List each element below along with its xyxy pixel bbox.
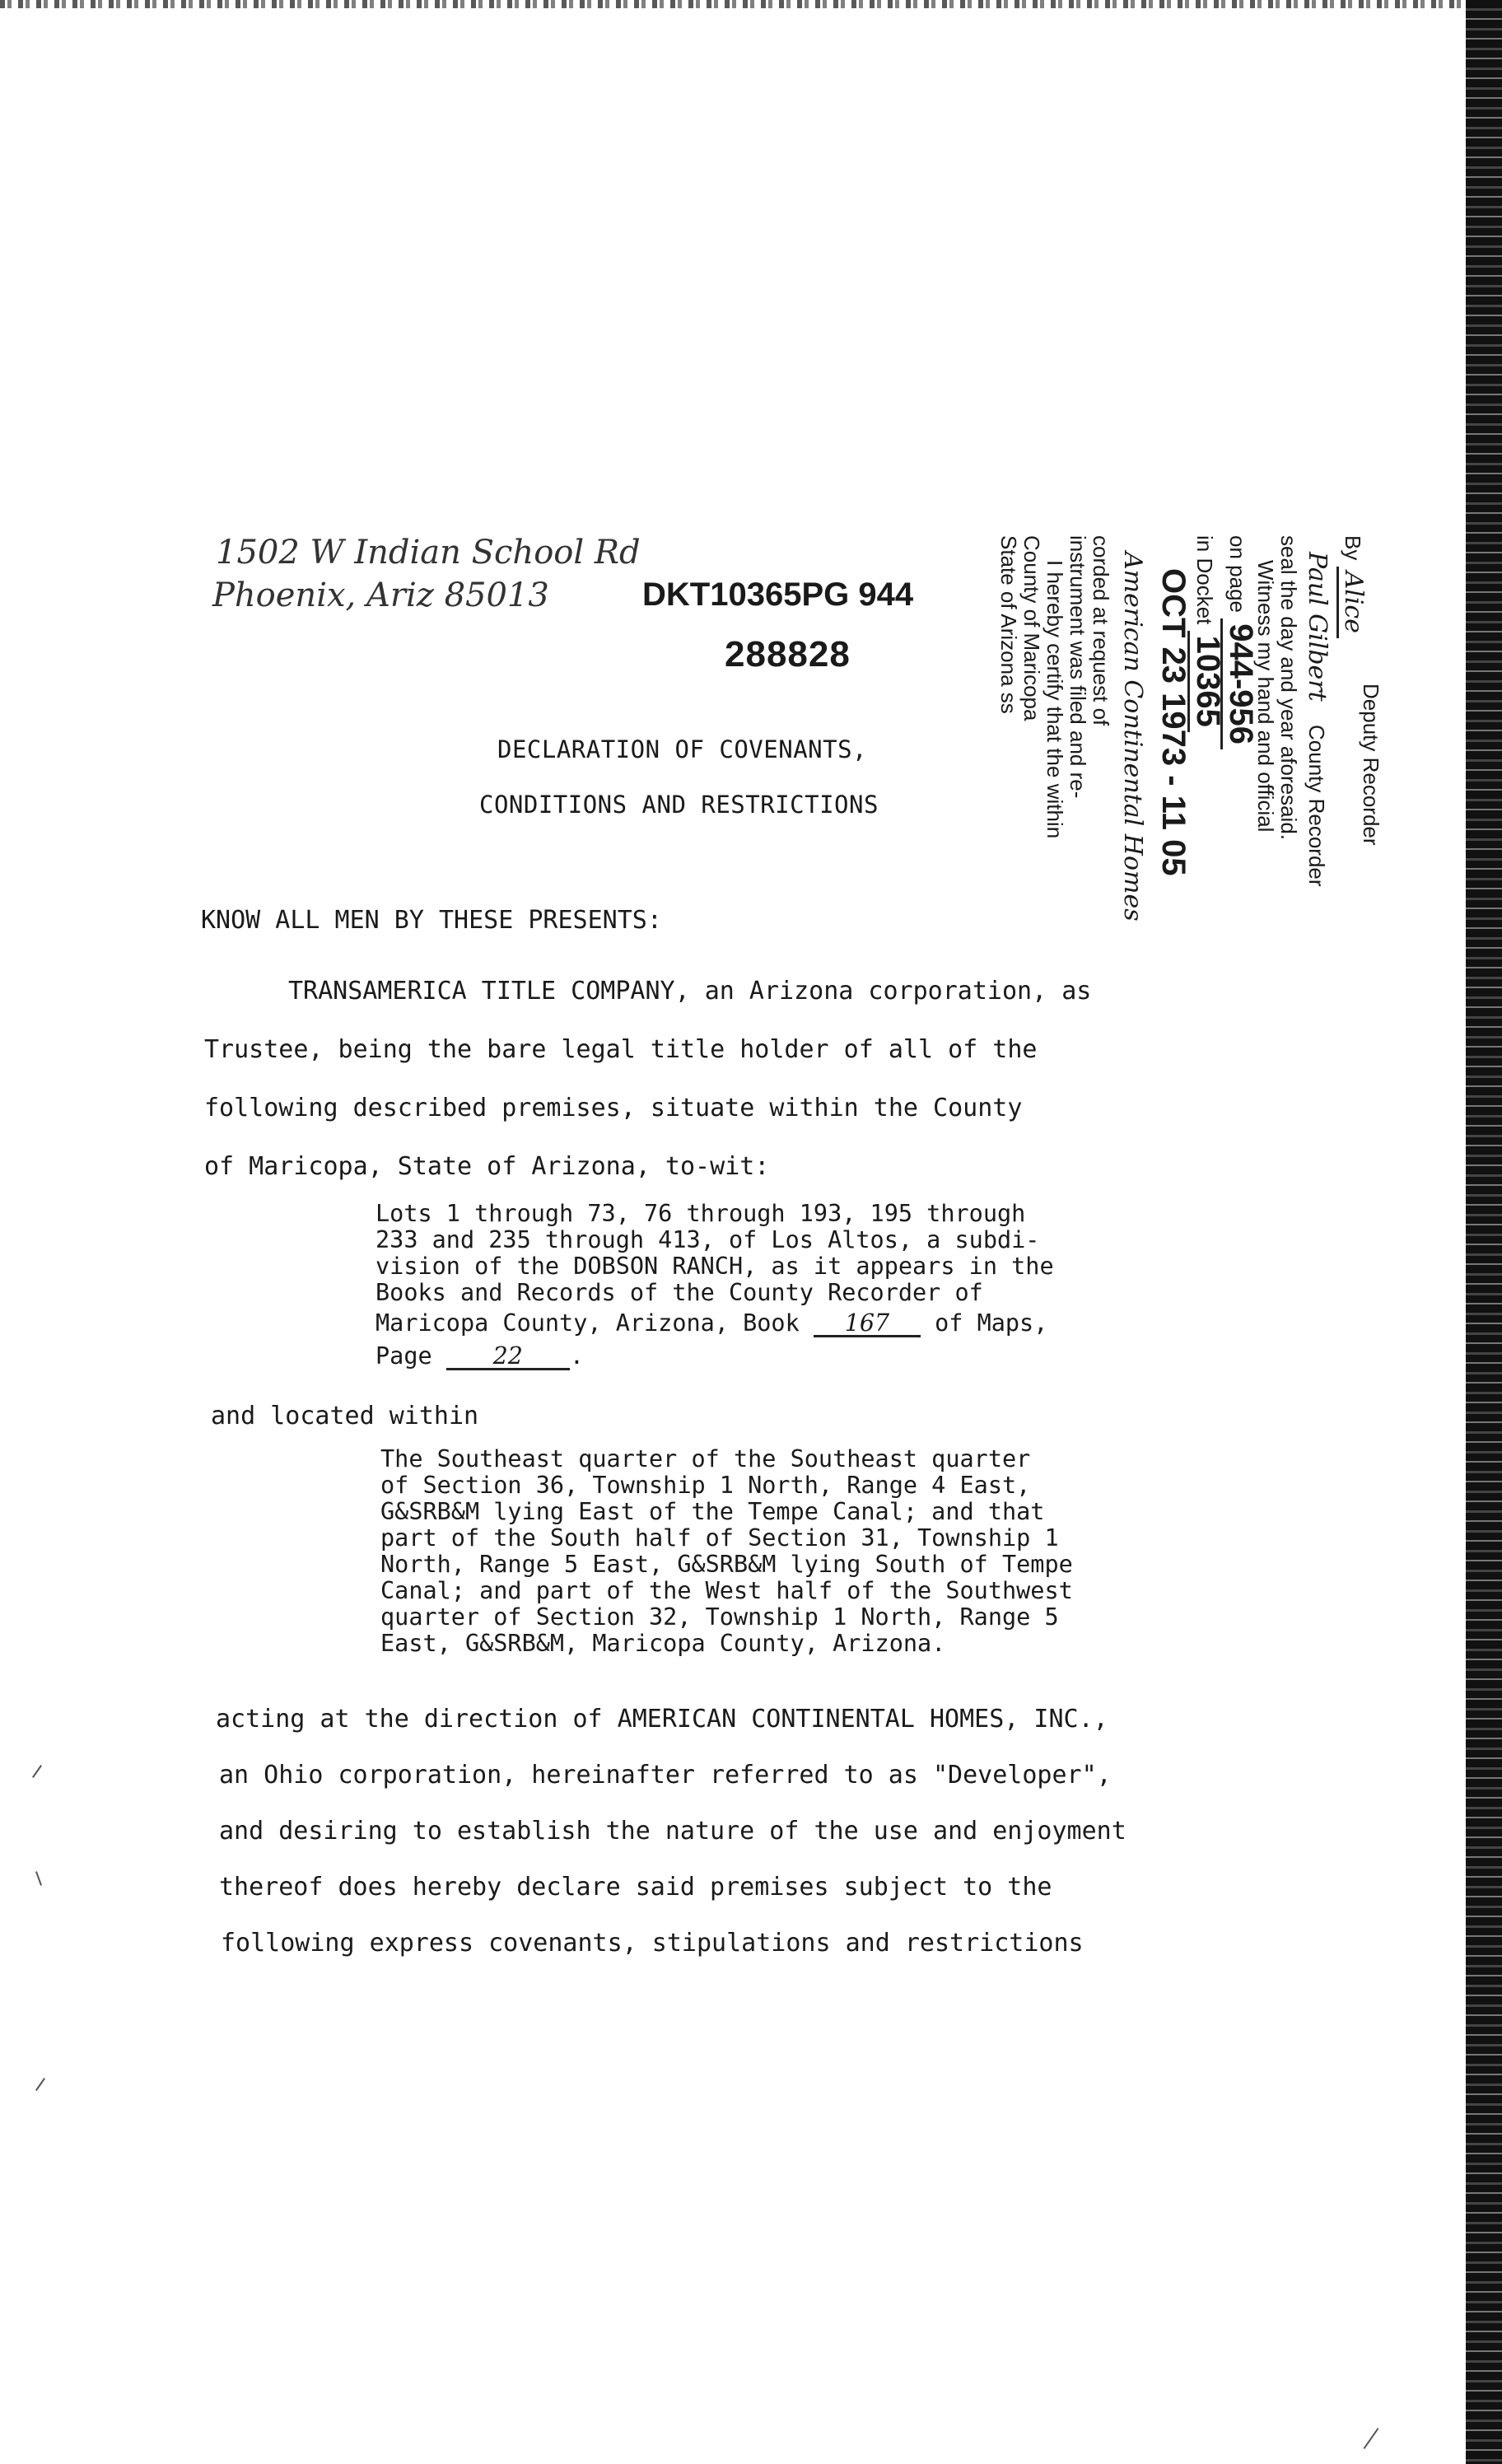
- section-line-6: Canal; and part of the West half of the Southwest: [380, 1577, 1073, 1604]
- lots-line-5: [376, 1310, 1047, 1337]
- stamp-deputy-label: Deputy Recorder: [1359, 684, 1383, 846]
- scan-mark: [1364, 2428, 1379, 2449]
- section-line-1: The Southeast quarter of the Southeast quarter: [380, 1445, 1031, 1472]
- recorder-stamp: [988, 527, 1383, 939]
- stamp-docket-label: in Docket: [1192, 535, 1217, 625]
- lots-line-5b: of Maps,: [935, 1309, 1048, 1337]
- stamp-county-recorder-label: County Recorder: [1304, 725, 1329, 887]
- para2-line-5: following express covenants, stipulations and restrictions: [221, 1929, 1084, 1958]
- stamp-requester-handwritten: American Continental Homes: [1118, 552, 1147, 922]
- scan-top-edge: [0, 0, 1502, 8]
- document-title-line-1: DECLARATION OF COVENANTS,: [497, 735, 867, 763]
- lots-line-3: vision of the DOBSON RANCH, as it appears in the: [376, 1253, 1054, 1280]
- document-title-line-2: CONDITIONS AND RESTRICTIONS: [479, 791, 879, 819]
- para1-line-2: Trustee, being the bare legal title holder of all of the: [204, 1035, 1038, 1064]
- stamp-instrument-line: instrument was filed and re-: [1066, 535, 1090, 799]
- stamp-recorder-name: Paul Gilbert: [1303, 552, 1332, 702]
- section-line-4: part of the South half of Section 31, Township 1: [380, 1524, 1059, 1552]
- lots-line-2: 233 and 235 through 413, of Los Altos, a subdi-: [376, 1226, 1040, 1253]
- located-within-line: and located within: [211, 1402, 479, 1430]
- scan-right-edge: [1466, 0, 1502, 2464]
- handwritten-address-line-2: Phoenix, Ariz 85013: [212, 576, 549, 614]
- lots-line-6a: Page: [376, 1342, 432, 1370]
- stamp-witness-line-2: seal the day and year aforesaid.: [1276, 535, 1301, 841]
- para1-line-1: TRANSAMERICA TITLE COMPANY, an Arizona corporation, as: [288, 977, 1092, 1006]
- stamp-certify-line: I hereby certify that the within: [1043, 560, 1067, 839]
- stamp-deputy-signature: Alice: [1336, 567, 1368, 638]
- scan-mark: [35, 2078, 45, 2091]
- section-line-2: of Section 36, Township 1 North, Range 4 East,: [380, 1472, 1031, 1499]
- lots-line-6: [376, 1343, 584, 1370]
- lots-line-5a: Maricopa County, Arizona, Book: [376, 1309, 800, 1337]
- page-number: 22: [446, 1345, 570, 1370]
- stamp-page-value: 944-956: [1220, 618, 1259, 749]
- para2-line-4: thereof does hereby declare said premises subject to the: [219, 1873, 1052, 1902]
- stamp-by-label: By: [1341, 535, 1365, 561]
- section-line-5: North, Range 5 East, G&SRB&M lying South of Tempe: [380, 1551, 1073, 1578]
- lots-line-6b: .: [569, 1342, 584, 1370]
- scan-mark: [32, 1765, 42, 1778]
- record-number: 288828: [725, 634, 851, 674]
- lots-line-4: Books and Records of the County Recorder of: [376, 1279, 983, 1306]
- scan-mark: [35, 1871, 42, 1886]
- para1-line-3: following described premises, situate within the County: [204, 1094, 1023, 1122]
- stamp-request-line: corded at request of: [1089, 535, 1113, 726]
- handwritten-address-line-1: 1502 W Indian School Rd: [216, 534, 641, 572]
- book-number: 167: [814, 1312, 921, 1337]
- para2-line-2: an Ohio corporation, hereinafter referred to as "Developer",: [219, 1761, 1112, 1790]
- para2-line-3: and desiring to establish the nature of the use and enjoyment: [219, 1817, 1126, 1846]
- section-line-3: G&SRB&M lying East of the Tempe Canal; and that: [380, 1498, 1045, 1525]
- opening-line: KNOW ALL MEN BY THESE PRESENTS:: [201, 906, 662, 935]
- stamp-state-line: State of Arizona ss: [996, 535, 1021, 714]
- docket-reference: DKT10365PG 944: [642, 576, 914, 613]
- para2-line-1: acting at the direction of AMERICAN CONTINENTAL HOMES, INC.,: [216, 1705, 1108, 1734]
- stamp-page-label: on page: [1225, 535, 1250, 613]
- para1-line-4: of Maricopa, State of Arizona, to-wit:: [204, 1152, 770, 1181]
- lots-line-1: Lots 1 through 73, 76 through 193, 195 through: [376, 1200, 1026, 1227]
- section-line-8: East, G&SRB&M, Maricopa County, Arizona.: [380, 1630, 946, 1657]
- section-line-7: quarter of Section 32, Township 1 North, Range 5: [380, 1603, 1059, 1631]
- stamp-witness-line-1: Witness my hand and official: [1253, 560, 1278, 833]
- stamp-docket-value: 10365: [1187, 631, 1226, 732]
- stamp-county-line: County of Maricopa: [1019, 535, 1044, 721]
- stamp-date: OCT 23 1973 - 11 05: [1155, 568, 1192, 876]
